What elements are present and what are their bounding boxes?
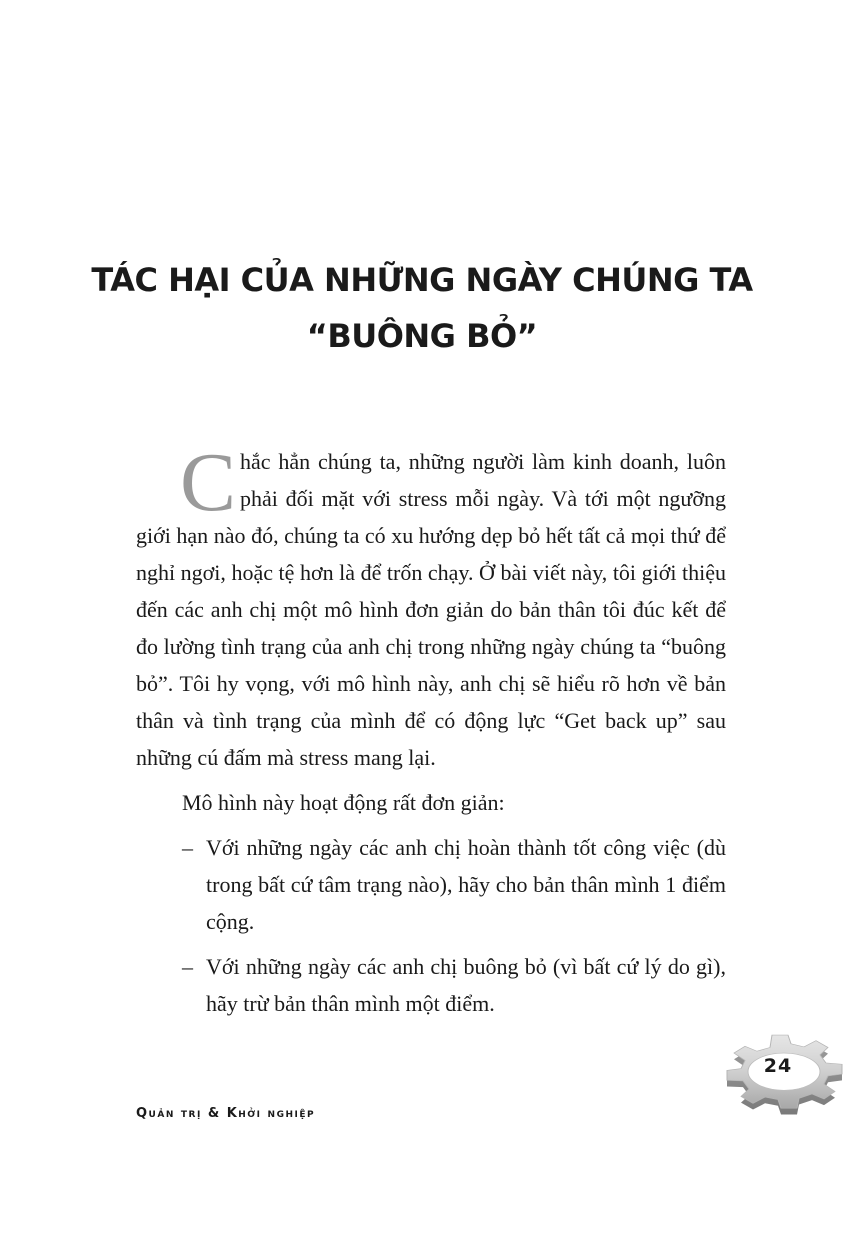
chapter-title	[60, 252, 784, 364]
bullet-list	[136, 829, 726, 1022]
paragraph-intro	[136, 436, 726, 776]
paragraph-intro-text: hắc hẳn chúng ta, những người làm kinh doanh, luôn phải đối mặt với stress mỗi ngày. Và tới một ngưỡng giới hạn nào đó, chúng ta có xu hướng dẹp bỏ hết tất cả mọi thứ để nghỉ ngơi, hoặc tệ hơn là để trốn chạy. Ở bài viết này, tôi giới thiệu đến các anh chị một mô hình đơn giản do bản thân tôi đúc kết để đo lường tình trạng của anh chị trong những ngày chúng ta “buông bỏ”. Tôi hy vọng, với mô hình này, anh chị sẽ hiểu rõ hơn về bản thân và tình trạng của mình để có động lực “Get back up” sau những cú đấm mà stress mang lại.	[136, 449, 726, 770]
bullet-marker: –	[182, 835, 193, 860]
paragraph-model-intro: Mô hình này hoạt động rất đơn giản:	[182, 790, 505, 815]
body-text	[136, 436, 726, 1030]
list-item-text: Với những ngày các anh chị buông bỏ (vì bất cứ lý do gì), hãy trừ bản thân mình một điểm.	[206, 954, 726, 1016]
chapter-title-line-2: “BUÔNG BỎ”	[306, 317, 538, 355]
drop-cap: C	[180, 436, 237, 529]
page-number: 24	[763, 1055, 793, 1077]
bullet-marker: –	[182, 954, 193, 979]
chapter-title-line-1: TÁC HẠI CỦA NHỮNG NGÀY CHÚNG TA	[91, 261, 753, 299]
list-item	[136, 948, 726, 1022]
list-item-text: Với những ngày các anh chị hoàn thành tốt công việc (dù trong bất cứ tâm trạng nào), hãy cho bản thân mình 1 điểm cộng.	[206, 835, 726, 934]
running-footer: Quản trị & Khởi nghiệp	[136, 1106, 316, 1121]
list-item	[136, 829, 726, 940]
